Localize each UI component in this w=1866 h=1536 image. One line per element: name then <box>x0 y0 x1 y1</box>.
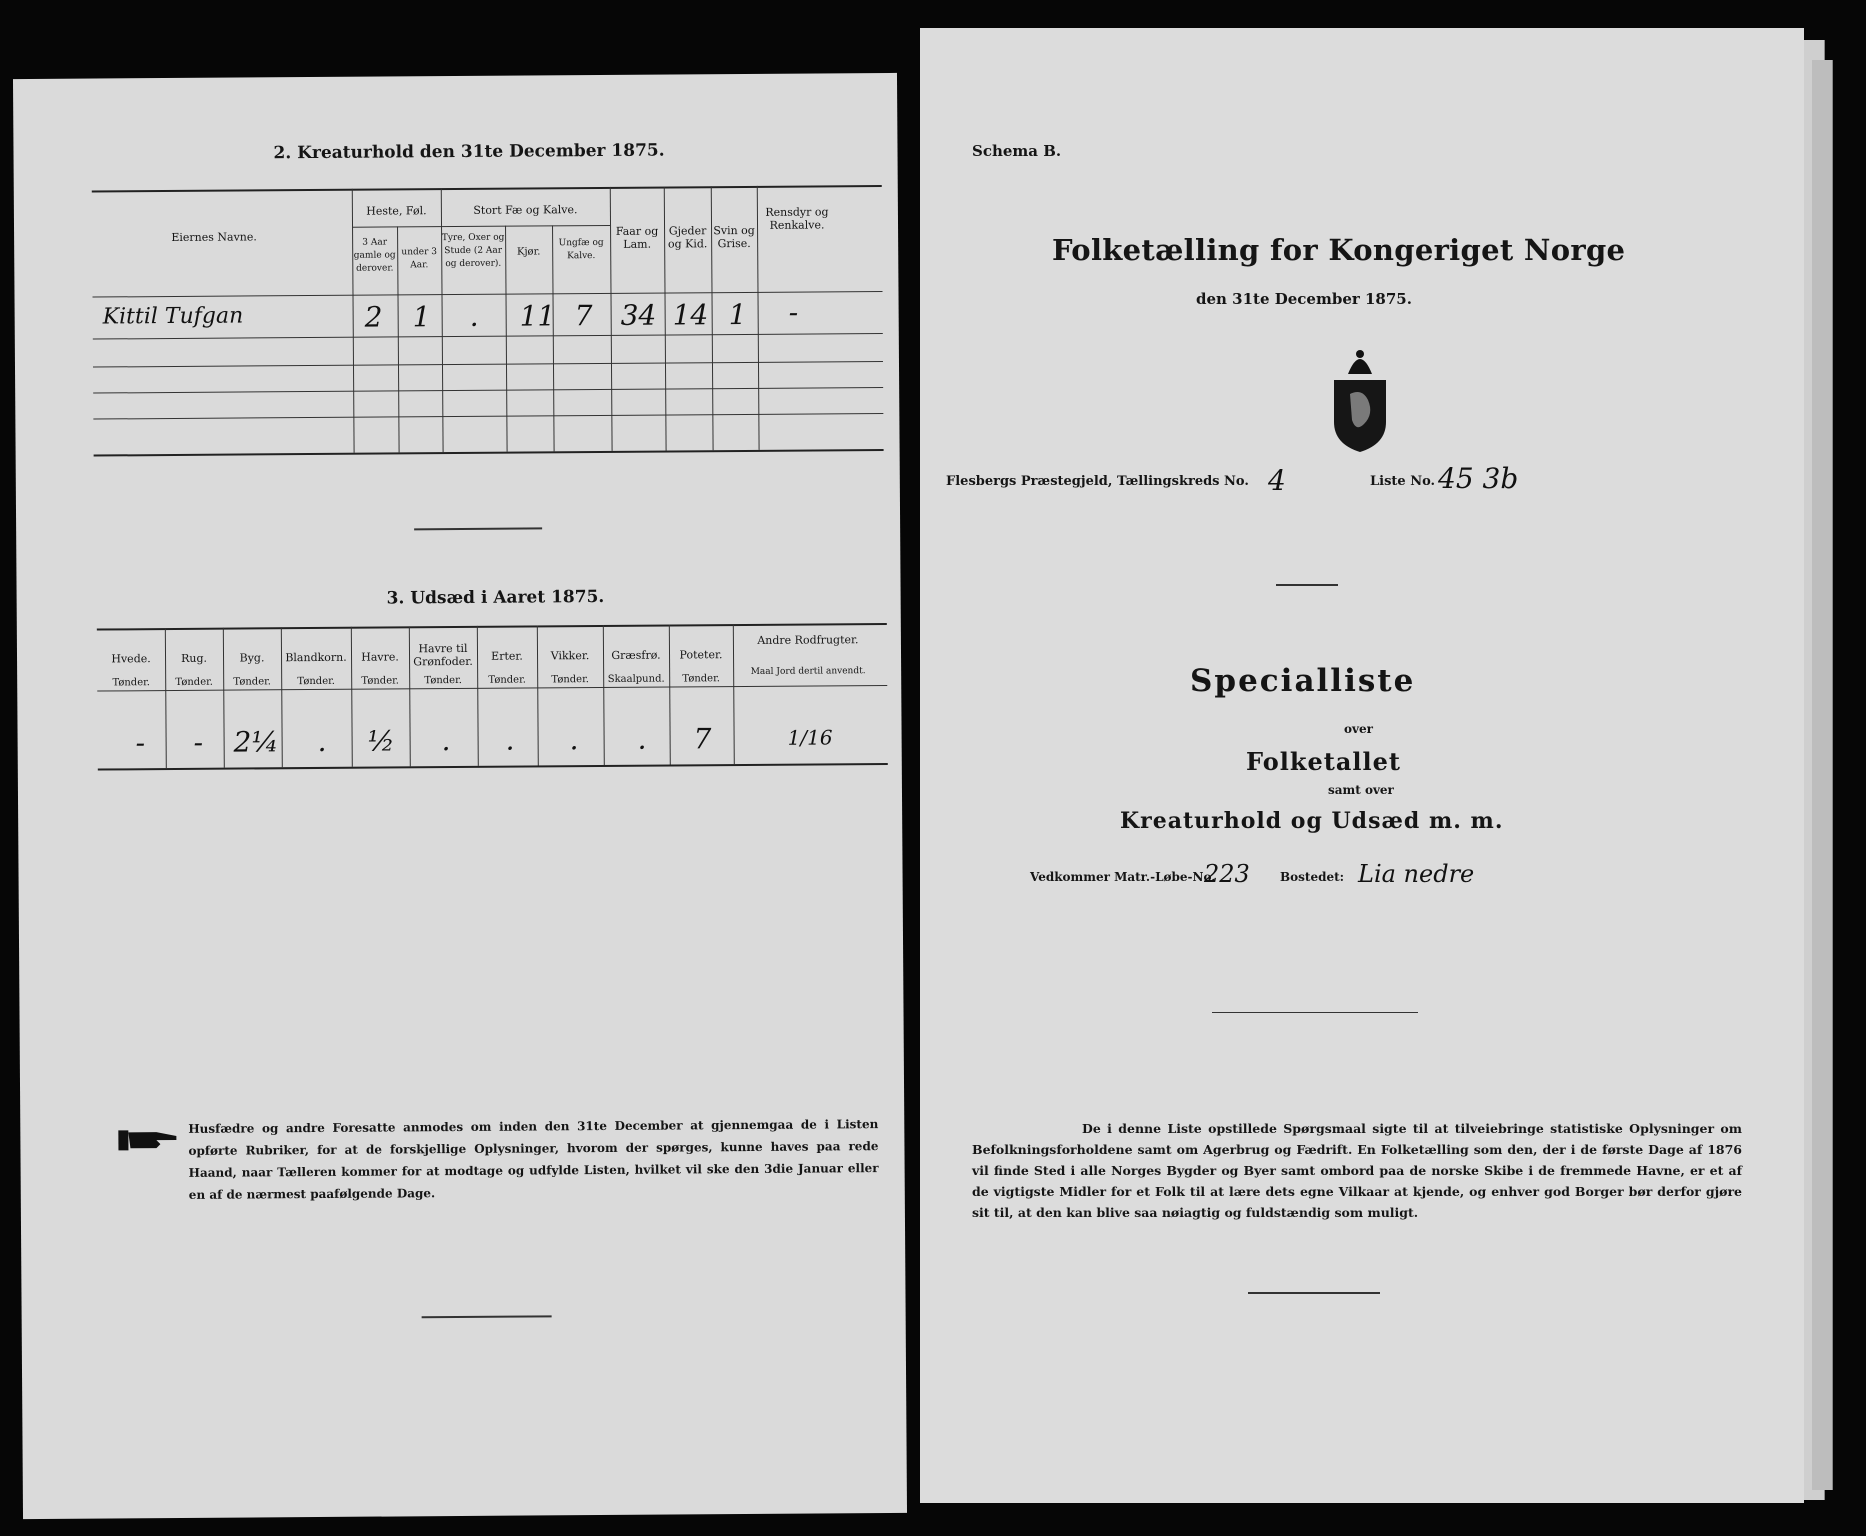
notice-text: Husfædre og andre Foresatte anmodes om inden den 31te December at gjennemgaa de i Listen opførte Rubriker, for at de forskjellige Oplysninger, hvorom der spørges, kunne haves paa rede Haand, naar Tælleren kommer for at modtage og udfylde Listen, hvilket vil ske den 3die Januar eller en af de nærmest paafølgende Dage. <box>188 1117 879 1202</box>
heste-young-value: 1 <box>412 300 431 334</box>
col-header-kjor: Kjør. <box>516 246 541 258</box>
udsaed-unit: Tønder. <box>488 674 526 686</box>
vikker-value: . <box>569 723 579 757</box>
table-rule <box>223 628 225 768</box>
owner-name: Kittil Tufgan <box>102 303 244 330</box>
table-rule <box>477 626 479 766</box>
udsaed-unit: Tønder. <box>682 673 720 685</box>
hvede-value: - <box>135 726 146 760</box>
table-rule <box>505 226 508 452</box>
heste-old-value: 2 <box>364 300 383 334</box>
col-header-stort: Stort Fæ og Kalve. <box>473 203 578 217</box>
col-header-gjeder: Gjeder og Kid. <box>667 224 708 251</box>
table-rule <box>351 627 353 767</box>
table-rule <box>94 449 884 457</box>
matr-label: Vedkommer Matr.-Løbe-No. <box>1030 870 1216 884</box>
havre-value: ½ <box>367 724 395 758</box>
blandkorn-value: . <box>317 724 327 758</box>
udsaed-header-blandkorn: Blandkorn. <box>285 650 347 665</box>
prestegjeld-label: Flesbergs Præstegjeld, Tællingskreds No. <box>946 474 1249 489</box>
graesfro-value: . <box>637 722 647 756</box>
udsaed-unit: Tønder. <box>424 674 462 687</box>
info-paragraph: De i denne Liste opstillede Spørgsmaal sigte til at tilveiebringe statistiske Oplysninger om Befolkningsforholdene samt om Agerbrug og Fædrift. En Folketælling som den, der i de første Dage af 1876 vil finde Sted i alle Norges Bygder og Byer samt ombord paa de norske Skibe i de fremmede Havne, er et af de vigtigste Midler for et Folk til at lære dets egne Vilkaar at kjende, og enhver god Borger bør derfor gjøre sit til, at den kan blive saa nøiagtig og fuldstændig som muligt. <box>972 1121 1742 1220</box>
table-rule <box>441 188 444 452</box>
gronfoder-value: . <box>441 724 451 758</box>
stacked-page-edge <box>1812 60 1833 1490</box>
table-rule <box>93 413 883 420</box>
udsaed-header-rug: Rug. <box>181 651 208 665</box>
col-header-faar: Faar og Lam. <box>615 224 659 251</box>
separator-line <box>1212 1012 1418 1013</box>
gjeder-value: 14 <box>672 298 709 332</box>
specialliste-title: Specialliste <box>1190 663 1416 699</box>
coat-of-arms-icon <box>1328 344 1392 454</box>
table-rule <box>92 185 882 193</box>
udsaed-header-graesfro: Græsfrø. <box>611 648 661 662</box>
table-rule <box>97 623 887 631</box>
schema-label: Schema B. <box>972 142 1062 160</box>
udsaed-header-byg: Byg. <box>239 651 265 665</box>
matr-no: 223 <box>1204 860 1250 888</box>
byg-value: 2¼ <box>233 725 279 759</box>
table-rule <box>352 189 355 453</box>
udsaed-header-gronfoder: Havre til Grønfoder. <box>413 641 473 669</box>
faar-value: 34 <box>620 298 657 332</box>
table-rule <box>352 225 610 228</box>
liste-label: Liste No. <box>1370 474 1436 489</box>
tyre-value: . <box>469 299 479 333</box>
separator-line <box>422 1315 552 1318</box>
poteter-value: 7 <box>693 722 712 756</box>
udsaed-header-rodfrugter: Andre Rodfrugter. <box>757 633 859 647</box>
col-header-rensdyr: Rensdyr og Renkalve. <box>765 205 829 232</box>
col-header-heste: Heste, Føl. <box>366 204 427 218</box>
udsaed-header-erter: Erter. <box>491 649 523 663</box>
pointing-hand-icon <box>116 1126 180 1152</box>
separator-line <box>1248 1292 1380 1294</box>
table-rule <box>93 361 883 368</box>
erter-value: . <box>505 723 515 757</box>
rug-value: - <box>193 725 204 759</box>
rodfrugter-value: 1/16 <box>787 725 833 750</box>
tellingskreds-no: 4 <box>1268 464 1286 497</box>
udsaed-unit: Tønder. <box>112 677 151 689</box>
col-header-tyre: Tyre, Oxer og Stude (2 Aar og derover). <box>441 232 505 270</box>
udsaed-unit: Tønder. <box>551 674 589 686</box>
section2-title: 2. Kreaturhold den 31te December 1875. <box>273 140 665 164</box>
over-label: over <box>1344 722 1373 736</box>
ungfae-value: 7 <box>574 299 593 333</box>
udsaed-unit: Tønder. <box>297 675 336 688</box>
table-rule <box>537 625 539 765</box>
udsaed-header-vikker: Vikker. <box>550 649 590 663</box>
samt-over-label: samt over <box>1328 783 1394 797</box>
col-header-svin: Svin og Grise. <box>713 223 755 251</box>
table-rule <box>93 387 883 394</box>
right-page <box>920 28 1804 1503</box>
table-rule <box>669 625 671 765</box>
udsaed-unit: Maal Jord dertil anvendt. <box>750 666 866 677</box>
col-header-heste-old: 3 Aar gamle og derover. <box>353 237 396 274</box>
table-rule <box>603 625 605 765</box>
kreaturhold-label: Kreaturhold og Udsæd m. m. <box>1120 808 1504 834</box>
table-rule <box>93 333 883 340</box>
date-line: den 31te December 1875. <box>1196 290 1412 308</box>
udsaed-header-hvede: Hvede. <box>111 652 151 666</box>
udsaed-unit: Tønder. <box>233 676 272 688</box>
main-title: Folketælling for Kongeriget Norge <box>1052 233 1626 267</box>
separator-line <box>1276 584 1338 586</box>
rensdyr-value: - <box>788 295 799 329</box>
col-header-owner: Eiernes Navne. <box>171 230 257 245</box>
udsaed-unit: Tønder. <box>175 676 214 688</box>
udsaed-header-poteter: Poteter. <box>679 648 723 662</box>
liste-no: 45 3b <box>1438 462 1519 495</box>
section3-title: 3. Udsæd i Aaret 1875. <box>386 586 605 609</box>
table-rule <box>281 627 283 767</box>
table-rule <box>93 291 883 298</box>
kjor-value: 11 <box>519 299 556 333</box>
table-rule <box>98 763 888 771</box>
svin-value: 1 <box>728 297 747 332</box>
col-header-heste-young: under 3 Aar. <box>401 247 438 271</box>
folketallet-label: Folketallet <box>1246 747 1401 776</box>
separator-line <box>414 527 542 530</box>
col-header-ungfae: Ungfæ og Kalve. <box>558 237 604 262</box>
udsaed-header-havre: Havre. <box>361 650 399 664</box>
bostedet-value: Lia nedre <box>1358 860 1475 888</box>
bostedet-label: Bostedet: <box>1280 870 1345 884</box>
udsaed-unit: Tønder. <box>361 675 399 687</box>
left-page <box>13 73 907 1519</box>
udsaed-unit: Skaalpund. <box>607 673 665 685</box>
table-rule <box>165 628 167 768</box>
